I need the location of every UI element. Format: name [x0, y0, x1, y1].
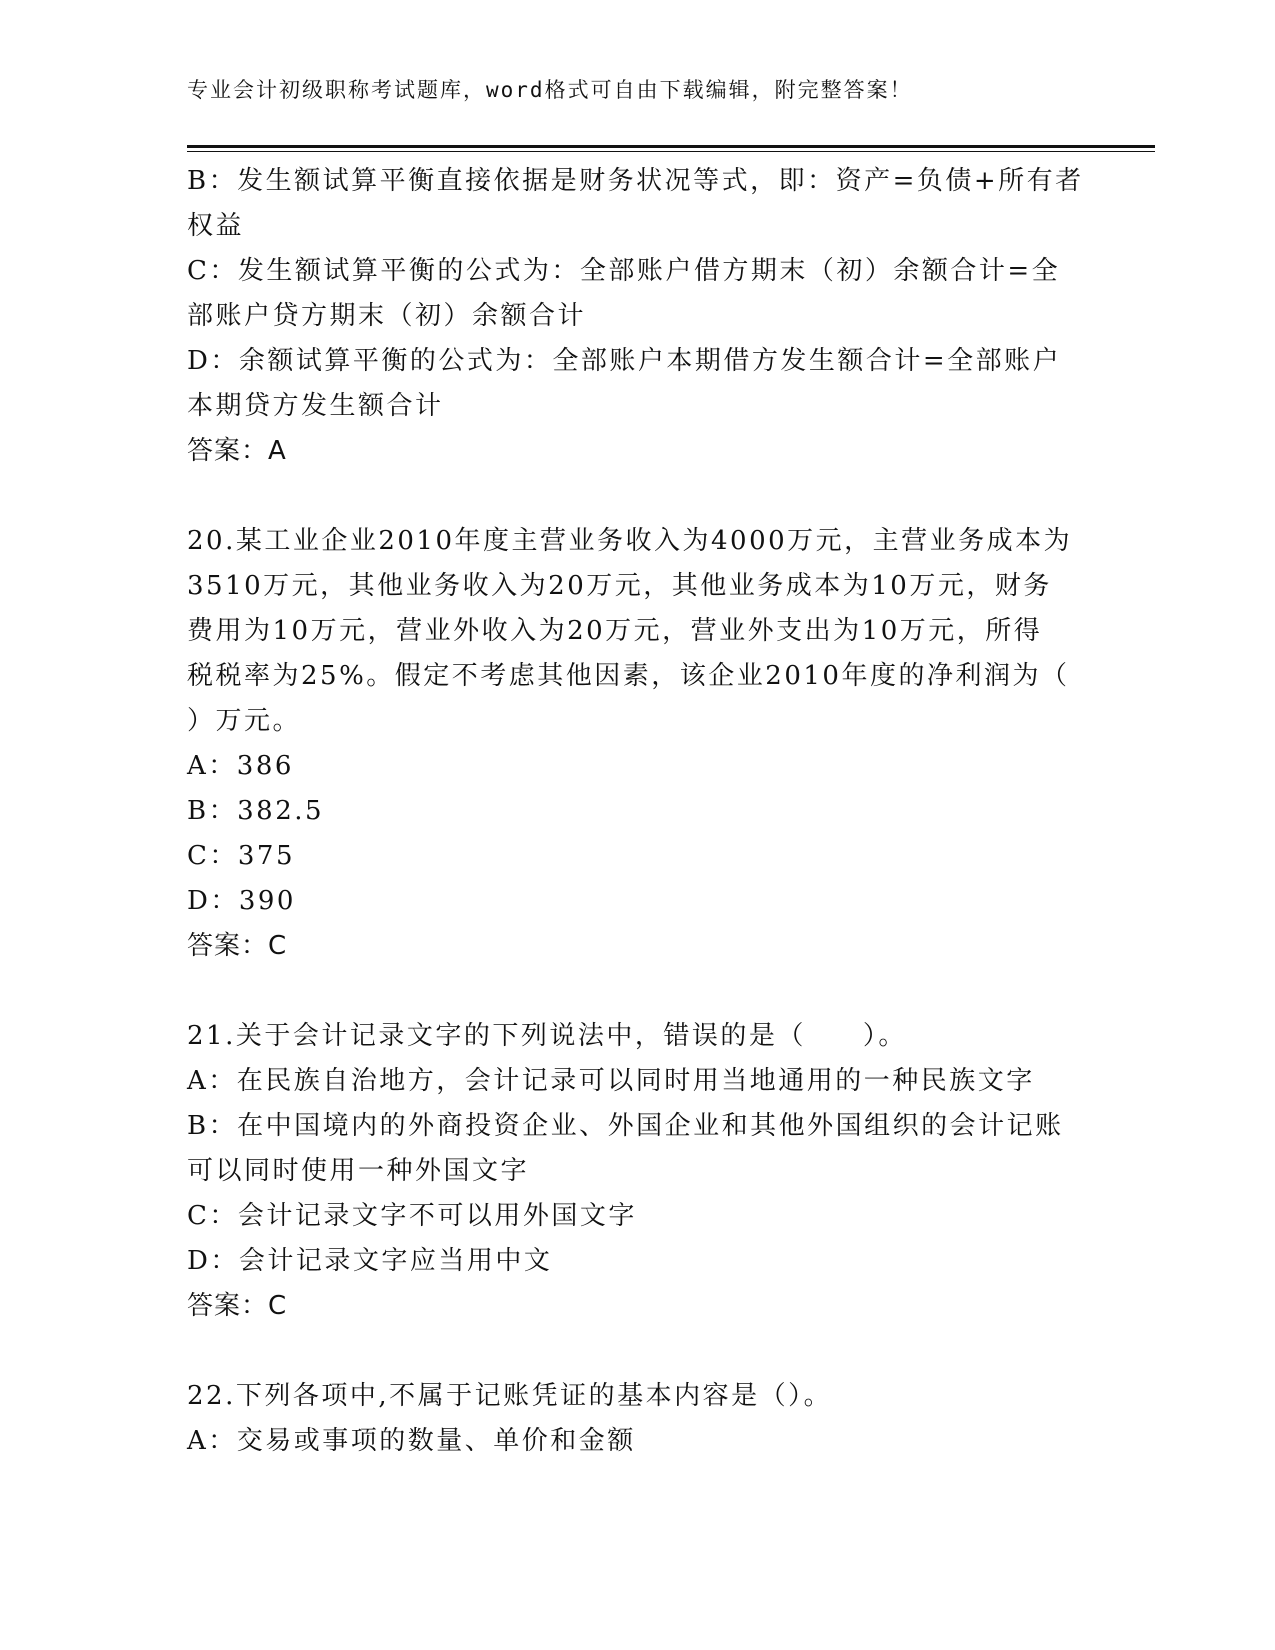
question-text-line: ）万元。 — [187, 706, 302, 736]
prev-question — [187, 159, 1087, 474]
question-text-line: 21.关于会计记录文字的下列说法中，错误的是（ ）。 — [187, 1021, 907, 1051]
option-b: B：382.5 — [187, 796, 325, 826]
option-line: B：发生额试算平衡直接依据是财务状况等式，即：资产=负债+所有者 — [187, 166, 1084, 196]
question-text-line: 20.某工业企业2010年度主营业务收入为4000万元，主营业务成本为 — [187, 526, 1073, 556]
option-d: D：会计记录文字应当用中文 — [187, 1246, 553, 1276]
question-text-line: 费用为10万元，营业外收入为20万元，营业外支出为10万元，所得 — [187, 616, 1043, 646]
question-22 — [187, 1374, 1087, 1464]
option-line: 本期贷方发生额合计 — [187, 391, 444, 421]
header-rule-thin — [187, 151, 1155, 152]
question-text-line: 22.下列各项中,不属于记账凭证的基本内容是（）。 — [187, 1381, 833, 1411]
question-21 — [187, 1014, 1087, 1329]
option-b-continued: 可以同时使用一种外国文字 — [187, 1156, 530, 1186]
option-a: A：386 — [187, 751, 294, 781]
question-content — [187, 159, 1087, 1464]
option-d: D：390 — [187, 886, 296, 916]
option-c: C：375 — [187, 841, 296, 871]
option-c: C：会计记录文字不可以用外国文字 — [187, 1201, 637, 1231]
spacer — [187, 969, 1087, 1014]
option-line: D：余额试算平衡的公式为：全部账户本期借方发生额合计=全部账户 — [187, 346, 1062, 376]
option-b: B：在中国境内的外商投资企业、外国企业和其他外国组织的会计记账 — [187, 1111, 1064, 1141]
spacer — [187, 474, 1087, 519]
option-line: C：发生额试算平衡的公式为：全部账户借方期末（初）余额合计=全 — [187, 256, 1061, 286]
option-a: A：在民族自治地方，会计记录可以同时用当地通用的一种民族文字 — [187, 1066, 1035, 1096]
question-text-line: 3510万元，其他业务收入为20万元，其他业务成本为10万元，财务 — [187, 571, 1052, 601]
answer-line: 答案：A — [187, 436, 287, 466]
option-a: A：交易或事项的数量、单价和金额 — [187, 1426, 636, 1456]
page-header: 专业会计初级职称考试题库，word格式可自由下载编辑，附完整答案！ — [187, 78, 913, 102]
question-20 — [187, 519, 1087, 969]
option-line: 权益 — [187, 211, 245, 241]
header-rule-thick — [187, 145, 1155, 148]
answer-line: 答案：C — [187, 1291, 288, 1321]
question-text-line: 税税率为25%。假定不考虑其他因素，该企业2010年度的净利润为（ — [187, 661, 1070, 691]
spacer — [187, 1329, 1087, 1374]
option-line: 部账户贷方期末（初）余额合计 — [187, 301, 587, 331]
answer-line: 答案：C — [187, 931, 288, 961]
